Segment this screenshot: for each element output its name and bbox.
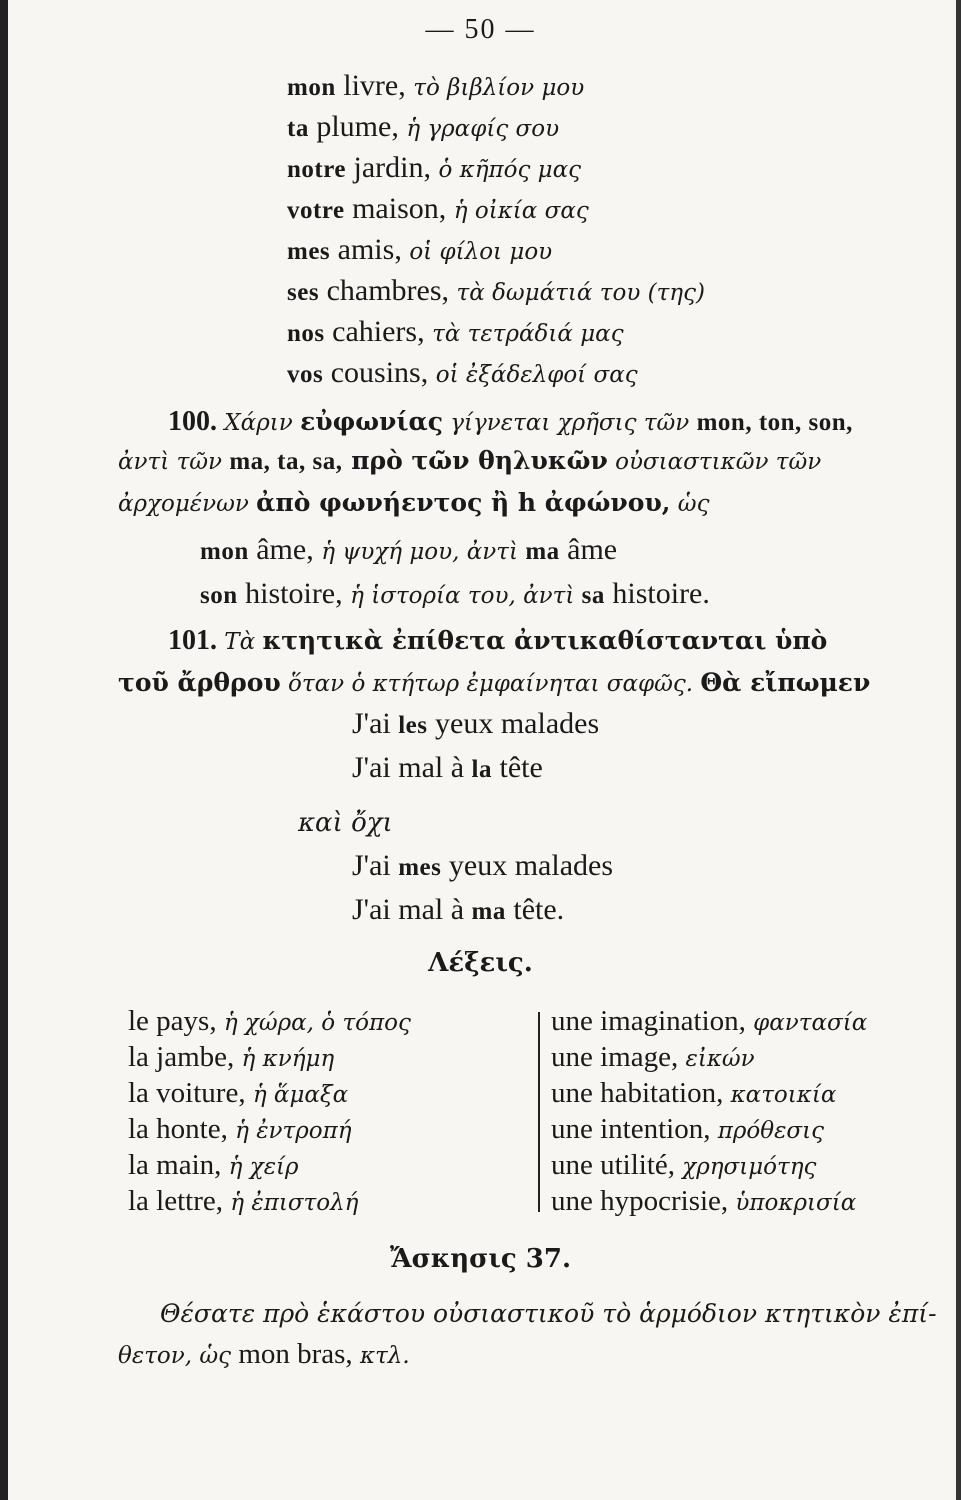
paragraph-101-line-1: 101. Τὰ κτητικὰ ἐπίθετα ἀντικαθίστανται ὑπὸ: [168, 625, 828, 656]
vocabulary-item: la honte, ἡ ἐντροπή: [128, 1113, 352, 1145]
vocabulary-heading: Λέξεις.: [428, 948, 533, 978]
paragraph-100-line-3: ἀρχομένων ἀπὸ φωνήεντος ἢ h ἀφώνου, ὡς: [118, 488, 710, 517]
example-line: nos cahiers, τὰ τετράδιά μας: [287, 315, 624, 348]
quote-line: J'ai mal à la tête: [352, 751, 543, 784]
vocabulary-item: une image, εἰκών: [551, 1041, 755, 1073]
example-line: vos cousins, οἱ ἐξάδελφοί σας: [287, 356, 638, 389]
vocabulary-item: une utilité, χρησιμότης: [551, 1149, 817, 1181]
vocabulary-item: la main, ἡ χείρ: [128, 1149, 299, 1181]
vocabulary-item: la voiture, ἡ ἅμαξα: [128, 1077, 349, 1109]
vocabulary-item: la lettre, ἡ ἐπιστολή: [128, 1185, 359, 1217]
vocabulary-item: une imagination, φαντασία: [551, 1005, 868, 1037]
vocabulary-item: la jambe, ἡ κνήμη: [128, 1041, 335, 1073]
vocabulary-item: le pays, ἡ χώρα, ὁ τόπος: [128, 1005, 411, 1037]
vocabulary-divider: [538, 1012, 540, 1212]
vocabulary-item: une habitation, κατοικία: [551, 1077, 837, 1109]
example-line: notre jardin, ὁ κῆπός μας: [287, 151, 582, 184]
example-line: votre maison, ἡ οἰκία σας: [287, 192, 589, 225]
page-number: — 50 —: [425, 14, 536, 45]
example-line: mon livre, τὸ βιβλίον μου: [287, 69, 585, 102]
exercise-line-1: Θέσατε πρὸ ἑκάστου οὐσιαστικοῦ τὸ ἁρμόδιον κτητικὸν ἐπί-: [160, 1299, 937, 1328]
exercise-heading: Ἄσκησις 37.: [389, 1244, 572, 1274]
quote-line: J'ai mal à ma tête.: [352, 893, 565, 926]
quote-line: J'ai les yeux malades: [352, 707, 600, 740]
example-line: ses chambres, τὰ δωμάτιά του (της): [287, 274, 705, 307]
paragraph-101-line-2: τοῦ ἄρθρου ὅταν ὁ κτήτωρ ἐμφαίνηται σαφῶς. Θὰ εἴπωμεν: [118, 668, 871, 697]
vocabulary-item: une hypocrisie, ὑποκρισία: [551, 1185, 857, 1217]
page-right-edge: [956, 0, 961, 1500]
paragraph-100-example-1: mon âme, ἡ ψυχή μου, ἀντὶ ma âme: [200, 533, 618, 566]
example-line: mes amis, οἱ φίλοι μου: [287, 233, 553, 266]
quote-line: J'ai mes yeux malades: [352, 849, 613, 882]
vocabulary-right-column: [551, 1004, 867, 1220]
vocabulary-item: une intention, πρόθεσις: [551, 1113, 825, 1145]
paragraph-100-line-1: 100. Χάριν εὐφωνίας γίγνεται χρῆσις τῶν mon, ton, son,: [168, 406, 853, 437]
paragraph-100-example-2: son histoire, ἡ ἱστορία του, ἀντὶ sa histoire.: [200, 577, 710, 610]
exercise-line-2: θετον, ὡς mon bras, κτλ.: [118, 1338, 410, 1370]
quote-separator: καὶ ὄχι: [298, 808, 393, 838]
vocabulary-left-column: [128, 1004, 411, 1220]
example-line: ta plume, ἡ γραφίς σου: [287, 110, 560, 143]
page-left-edge: [0, 0, 8, 1500]
paragraph-100-line-2: ἀντὶ τῶν ma, ta, sa, πρὸ τῶν θηλυκῶν οὐσιαστικῶν τῶν: [118, 446, 822, 475]
